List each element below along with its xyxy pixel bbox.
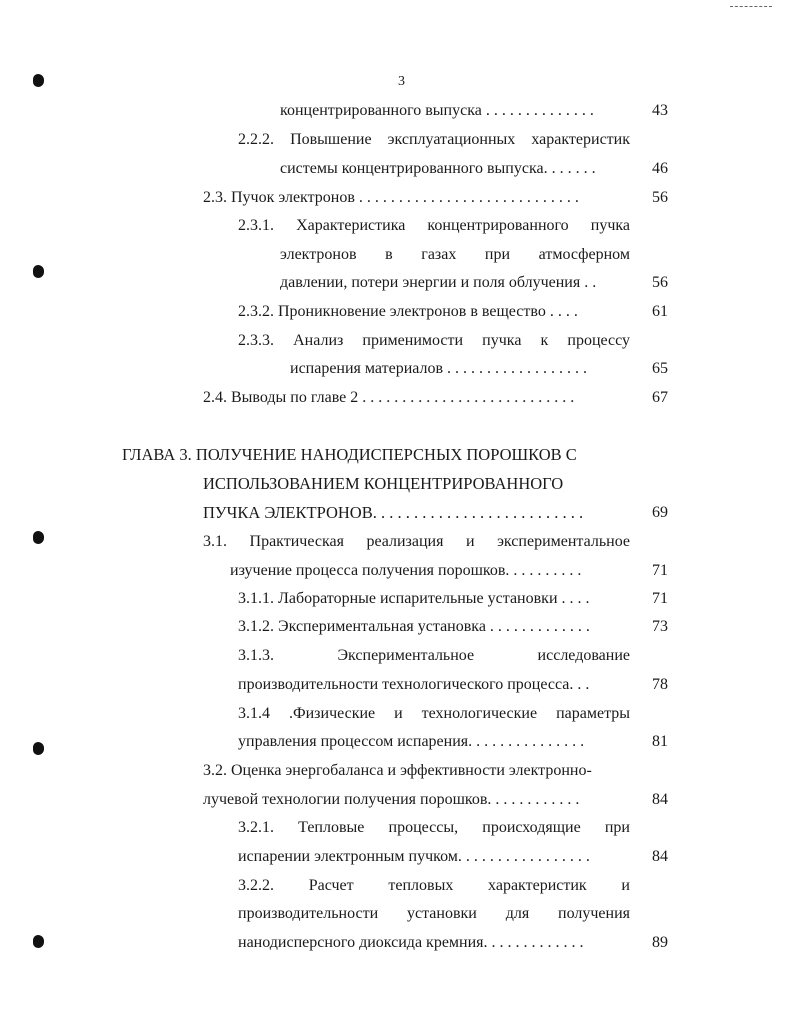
toc-page: 56 <box>652 189 668 206</box>
toc-line: лучевой технологии получения порошков. . . . . . . . . . . . <box>203 791 580 808</box>
toc-line: 2.3.1. Характеристика концентрированного пучка <box>238 217 630 234</box>
punch-hole <box>33 531 44 544</box>
toc-page: 67 <box>652 389 668 406</box>
toc-line: 2.4. Выводы по главе 2 . . . . . . . . . . . . . . . . . . . . . . . . . . . <box>203 389 575 406</box>
toc-line: 3.1.4 .Физические и технологические параметры <box>238 705 630 722</box>
toc-line: 2.2.2. Повышение эксплуатационных характеристик <box>238 131 630 148</box>
punch-hole <box>33 742 44 755</box>
toc-line: 3.2.1. Тепловые процессы, происходящие при <box>238 819 630 836</box>
toc-line: производительности технологического процесса. . . <box>238 676 590 693</box>
toc-line: испарении электронным пучком. . . . . . . . . . . . . . . . . <box>238 848 590 865</box>
punch-hole <box>33 935 44 948</box>
toc-line: изучение процесса получения порошков. . . . . . . . . . <box>230 562 582 579</box>
toc-line: 3.1. Практическая реализация и экспериментальное <box>203 533 630 550</box>
toc-page: 71 <box>652 562 668 579</box>
toc-line: электронов в газах при атмосферном <box>280 246 630 263</box>
punch-hole <box>33 74 44 87</box>
toc-line: управления процессом испарения. . . . . . . . . . . . . . . <box>238 733 585 750</box>
toc-page: 46 <box>652 160 668 177</box>
toc-page: 81 <box>652 733 668 750</box>
toc-page: 65 <box>652 360 668 377</box>
toc-page: 61 <box>652 303 668 320</box>
toc-line: 3.1.2. Экспериментальная установка . . . . . . . . . . . . . <box>238 618 590 635</box>
chapter-heading: ГЛАВА 3. ПОЛУЧЕНИЕ НАНОДИСПЕРСНЫХ ПОРОШКОВ С <box>122 445 577 464</box>
toc-page: 43 <box>652 102 668 119</box>
toc-line: 3.2. Оценка энергобаланса и эффективности электронно- <box>203 762 592 779</box>
punch-hole <box>33 265 44 278</box>
toc-page: 71 <box>652 590 668 607</box>
toc-line: давлении, потери энергии и поля облучения . . <box>280 274 597 291</box>
toc-line: 3.1.3. Экспериментальное исследование <box>238 647 630 664</box>
toc-line: 2.3. Пучок электронов . . . . . . . . . . . . . . . . . . . . . . . . . . . . <box>203 189 579 206</box>
toc-line: производительности установки для получения <box>238 905 630 922</box>
scan-mark <box>730 6 772 9</box>
toc-page: 78 <box>652 676 668 693</box>
toc-line: 3.2.2. Расчет тепловых характеристик и <box>238 877 630 894</box>
toc-line: испарения материалов . . . . . . . . . . . . . . . . . . <box>290 360 588 377</box>
toc-line: 2.3.2. Проникновение электронов в вещество . . . . <box>238 303 578 320</box>
toc-page: 73 <box>652 618 668 635</box>
toc-line: нанодисперсного диоксида кремния. . . . . . . . . . . . . <box>238 934 584 951</box>
toc-page: 89 <box>652 934 668 951</box>
toc-line: ПУЧКА ЭЛЕКТРОНОВ. . . . . . . . . . . . . . . . . . . . . . . . . . <box>203 503 584 522</box>
toc-line: 3.1.1. Лабораторные испарительные установки . . . . <box>238 590 590 607</box>
toc-page: 69 <box>652 504 668 521</box>
toc-page: 84 <box>652 791 668 808</box>
chapter-heading: ИСПОЛЬЗОВАНИЕМ КОНЦЕНТРИРОВАННОГО <box>203 474 564 493</box>
toc-page: 56 <box>652 274 668 291</box>
page-number: 3 <box>398 74 405 89</box>
toc-line: системы концентрированного выпуска. . . . . . . <box>280 160 596 177</box>
toc-line: концентрированного выпуска . . . . . . . . . . . . . . <box>280 102 594 119</box>
toc-page: 84 <box>652 848 668 865</box>
toc-line: 2.3.3. Анализ применимости пучка к процессу <box>238 332 630 349</box>
